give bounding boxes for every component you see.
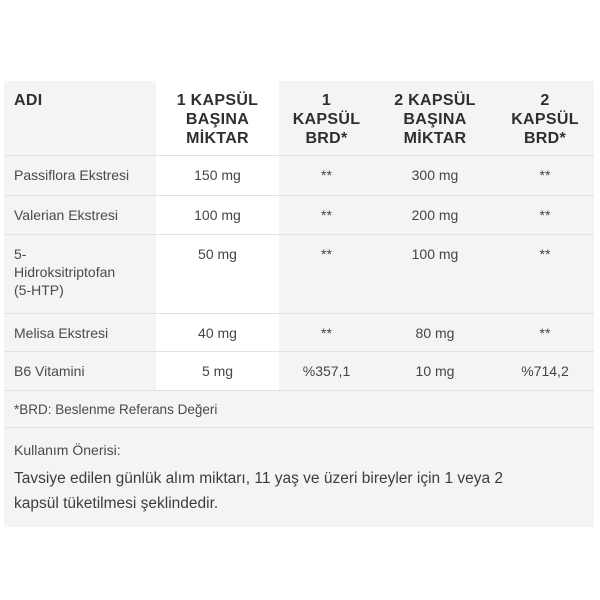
table-header-row xyxy=(4,81,594,155)
header-line: 1 KAPSÜL xyxy=(176,92,259,109)
row-ingredient-name xyxy=(4,234,156,313)
header-line: MİKTAR xyxy=(186,130,249,147)
cell-2-capsule-rda: ** xyxy=(496,313,594,351)
cell-2-capsule-rda: ** xyxy=(496,195,594,234)
cell-2-capsule-rda: %714,2 xyxy=(496,351,594,390)
ingredient-name-line: Valerian Ekstresi xyxy=(14,206,119,223)
header-line: BAŞINA xyxy=(403,111,467,128)
header-line: 2 xyxy=(540,92,550,109)
header-aria-2 xyxy=(0,0,1,1)
header-1-capsule-amount xyxy=(156,81,279,155)
table-row xyxy=(4,155,594,195)
header-name-label: ADI xyxy=(14,92,43,109)
footnote-brd xyxy=(4,390,594,428)
header-line: KAPSÜL xyxy=(511,111,579,128)
nutrition-table xyxy=(4,81,594,391)
row-ingredient-name xyxy=(4,155,156,195)
table-row xyxy=(4,351,594,390)
cell-1-capsule-rda: ** xyxy=(279,195,374,234)
row-ingredient-name xyxy=(4,195,156,234)
row-ingredient-name xyxy=(4,351,156,390)
cell-2-capsule-amount: 300 mg xyxy=(374,155,496,195)
cell-1-capsule-rda: ** xyxy=(279,234,374,313)
header-aria-0 xyxy=(0,0,1,1)
ingredient-name-line: B6 Vitamini xyxy=(14,362,85,379)
ingredient-name-line: Melisa Ekstresi xyxy=(14,324,109,341)
table-row xyxy=(4,313,594,351)
table-row xyxy=(4,195,594,234)
header-aria-1 xyxy=(0,0,1,1)
table-row xyxy=(4,234,594,313)
cell-1-capsule-amount: 150 mg xyxy=(156,155,279,195)
cell-2-capsule-amount: 100 mg xyxy=(374,234,496,313)
cell-1-capsule-amount: 100 mg xyxy=(156,195,279,234)
cell-2-capsule-amount: 200 mg xyxy=(374,195,496,234)
usage-title: Kullanım Önerisi: xyxy=(14,442,121,458)
cell-1-capsule-rda: %357,1 xyxy=(279,351,374,390)
header-line: BAŞINA xyxy=(185,111,250,128)
usage-text xyxy=(14,466,584,516)
header-line: 2 KAPSÜL xyxy=(394,92,476,109)
cell-1-capsule-amount: 40 mg xyxy=(156,313,279,351)
nutrition-panel xyxy=(4,81,594,527)
cell-2-capsule-rda: ** xyxy=(496,234,594,313)
header-line: MİKTAR xyxy=(403,130,467,147)
header-2-capsule-rda xyxy=(496,81,594,155)
cell-1-capsule-amount: 5 mg xyxy=(156,351,279,390)
cell-1-capsule-amount: 50 mg xyxy=(156,234,279,313)
cell-2-capsule-amount: 10 mg xyxy=(374,351,496,390)
row-ingredient-name xyxy=(4,313,156,351)
header-line: KAPSÜL xyxy=(292,111,361,128)
header-1-capsule-rda xyxy=(279,81,374,155)
header-aria-3 xyxy=(0,0,1,1)
header-line: BRD* xyxy=(305,130,348,147)
cell-1-capsule-rda: ** xyxy=(279,313,374,351)
footnote-text: *BRD: Beslenme Referans Değeri xyxy=(14,402,218,417)
header-aria-4 xyxy=(0,0,1,1)
cell-2-capsule-rda: ** xyxy=(496,155,594,195)
header-2-capsule-amount xyxy=(374,81,496,155)
ingredient-name-line: Hidroksitriptofan xyxy=(14,263,116,280)
header-line: BRD* xyxy=(523,130,567,147)
cell-1-capsule-rda: ** xyxy=(279,155,374,195)
ingredient-name-line: 5- xyxy=(14,245,27,262)
header-name xyxy=(4,81,156,155)
usage-text-line: Tavsiye edilen günlük alım miktarı, 11 yaş ve üzeri bireyler için 1 veya 2 xyxy=(14,470,504,487)
usage-text-line: kapsül tüketilmesi şeklindedir. xyxy=(14,495,219,512)
cell-2-capsule-amount: 80 mg xyxy=(374,313,496,351)
ingredient-name-line: Passiflora Ekstresi xyxy=(14,166,130,183)
ingredient-name-line: (5-HTP) xyxy=(14,281,64,298)
header-line: 1 xyxy=(321,92,332,109)
